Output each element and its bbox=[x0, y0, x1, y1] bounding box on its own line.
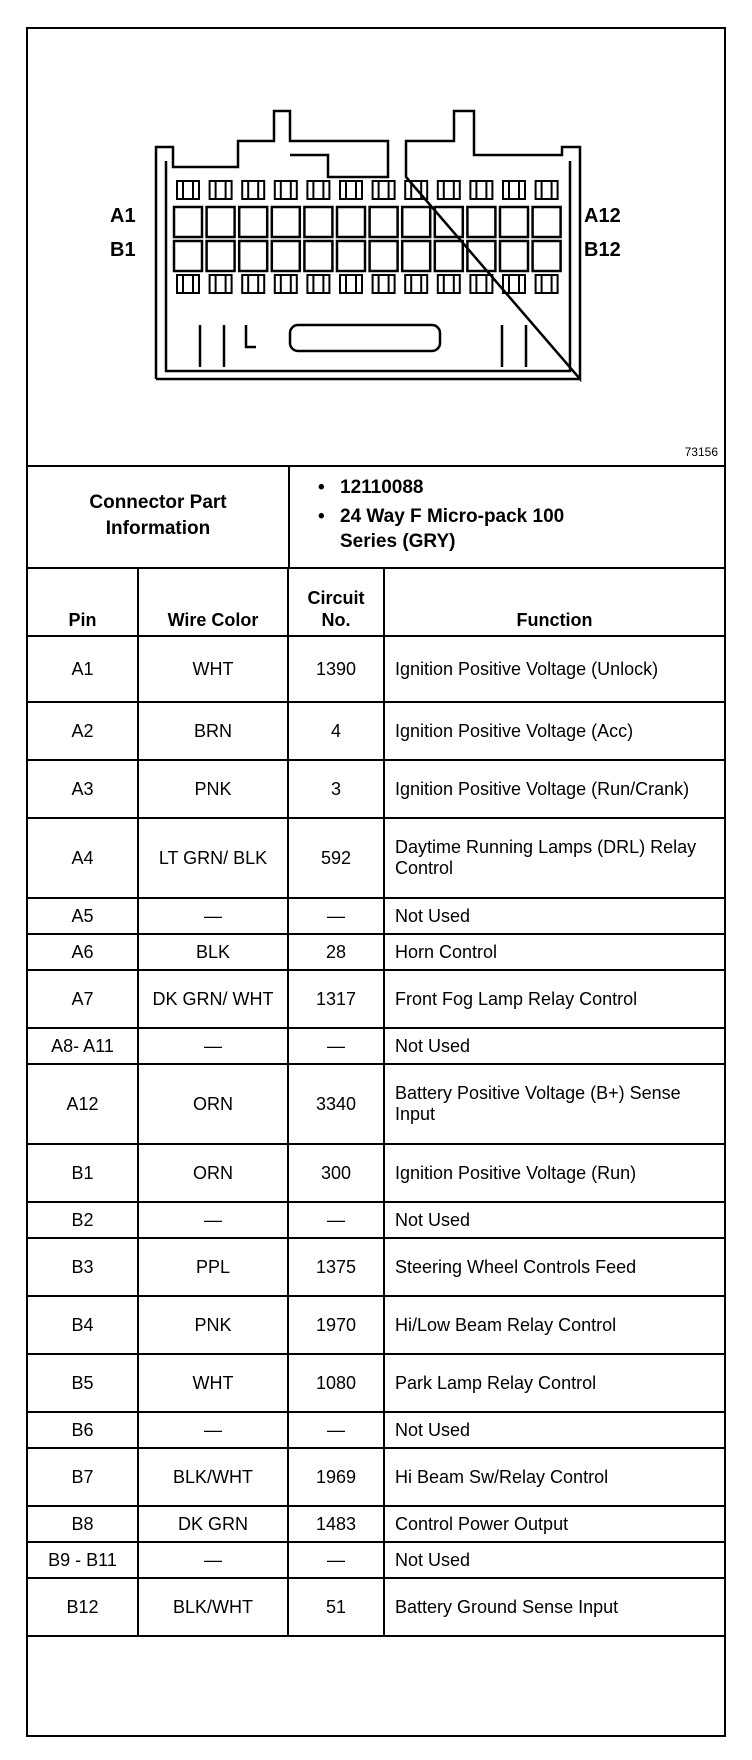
cavity-b bbox=[174, 241, 202, 271]
cell-function: Control Power Output bbox=[384, 1506, 724, 1542]
header-wire-color: Wire Color bbox=[138, 569, 288, 636]
latch-tab-top-slot bbox=[444, 181, 454, 199]
info-details bbox=[318, 475, 600, 558]
cell-pin: B3 bbox=[28, 1238, 138, 1296]
cell-function: Daytime Running Lamps (DRL) Relay Control bbox=[384, 818, 724, 898]
cell-pin: B4 bbox=[28, 1296, 138, 1354]
latch-tab-top-slot bbox=[281, 181, 291, 199]
latch-tab-top bbox=[438, 181, 460, 199]
latch-tab-bottom bbox=[242, 275, 264, 293]
latch-tab-bottom bbox=[373, 275, 395, 293]
table-row bbox=[28, 1412, 724, 1448]
cavity-b bbox=[207, 241, 235, 271]
cavity-a bbox=[337, 207, 365, 237]
latch-tab-top bbox=[242, 181, 264, 199]
cell-function: Hi Beam Sw/Relay Control bbox=[384, 1448, 724, 1506]
latch-tab-bottom bbox=[438, 275, 460, 293]
cavity-a bbox=[402, 207, 430, 237]
cavity-a bbox=[207, 207, 235, 237]
cell-pin: A12 bbox=[28, 1064, 138, 1144]
cell-pin: B1 bbox=[28, 1144, 138, 1202]
cell-circuit-no: 3 bbox=[288, 760, 384, 818]
cell-circuit-no: 1969 bbox=[288, 1448, 384, 1506]
cell-wire-color: — bbox=[138, 1202, 288, 1238]
cell-wire-color: BLK/WHT bbox=[138, 1578, 288, 1636]
table-row bbox=[28, 636, 724, 702]
cavity-b bbox=[435, 241, 463, 271]
cell-circuit-no: 28 bbox=[288, 934, 384, 970]
cell-pin: B9 - B11 bbox=[28, 1542, 138, 1578]
cavity-b bbox=[304, 241, 332, 271]
cell-circuit-no: — bbox=[288, 1028, 384, 1064]
latch-tab-bottom-slot bbox=[248, 275, 258, 293]
cell-function: Ignition Positive Voltage (Run) bbox=[384, 1144, 724, 1202]
cavity-a bbox=[500, 207, 528, 237]
table-row bbox=[28, 1028, 724, 1064]
table-row bbox=[28, 818, 724, 898]
table-row bbox=[28, 702, 724, 760]
connector-sheet bbox=[26, 27, 726, 1737]
header-pin: Pin bbox=[28, 569, 138, 636]
cell-circuit-no: 3340 bbox=[288, 1064, 384, 1144]
latch-tab-bottom-slot bbox=[542, 275, 552, 293]
cell-function: Not Used bbox=[384, 898, 724, 934]
latch-tab-bottom bbox=[307, 275, 329, 293]
latch-tab-top-slot bbox=[216, 181, 226, 199]
cell-pin: B8 bbox=[28, 1506, 138, 1542]
cell-pin: B12 bbox=[28, 1578, 138, 1636]
cavity-b bbox=[239, 241, 267, 271]
cell-pin: A8- A11 bbox=[28, 1028, 138, 1064]
latch-tab-bottom-slot bbox=[216, 275, 226, 293]
table-row bbox=[28, 970, 724, 1028]
cavity-a bbox=[174, 207, 202, 237]
cell-pin: A1 bbox=[28, 636, 138, 702]
connector-description: • 24 Way F Micro-pack 100 Series (GRY) bbox=[318, 504, 600, 554]
cavity-a bbox=[370, 207, 398, 237]
cell-pin: A7 bbox=[28, 970, 138, 1028]
latch-tab-bottom bbox=[177, 275, 199, 293]
cell-wire-color: — bbox=[138, 1542, 288, 1578]
cell-circuit-no: 1375 bbox=[288, 1238, 384, 1296]
header-circuit-no: Circuit No. bbox=[288, 569, 384, 636]
latch-tab-top bbox=[340, 181, 362, 199]
cavity-b bbox=[337, 241, 365, 271]
header-function: Function bbox=[384, 569, 724, 636]
cell-circuit-no: — bbox=[288, 1412, 384, 1448]
table-row bbox=[28, 1448, 724, 1506]
latch-tab-bottom bbox=[405, 275, 427, 293]
table-row bbox=[28, 898, 724, 934]
cavity-b bbox=[467, 241, 495, 271]
cell-function: Not Used bbox=[384, 1412, 724, 1448]
latch-tab-bottom bbox=[536, 275, 558, 293]
cavity-a bbox=[304, 207, 332, 237]
cell-wire-color: DK GRN bbox=[138, 1506, 288, 1542]
latch-tab-bottom-slot bbox=[509, 275, 519, 293]
latch-tab-bottom bbox=[210, 275, 232, 293]
cell-circuit-no: 1390 bbox=[288, 636, 384, 702]
cell-wire-color: PNK bbox=[138, 760, 288, 818]
cell-wire-color: PPL bbox=[138, 1238, 288, 1296]
latch-tab-bottom-slot bbox=[313, 275, 323, 293]
latch-tab-top-slot bbox=[248, 181, 258, 199]
cavity-b bbox=[370, 241, 398, 271]
latch-tab-top-slot bbox=[379, 181, 389, 199]
cell-pin: B5 bbox=[28, 1354, 138, 1412]
table-row bbox=[28, 1542, 724, 1578]
table-row bbox=[28, 1578, 724, 1636]
pin-label-b1: B1 bbox=[110, 239, 136, 261]
latch-tab-bottom-slot bbox=[281, 275, 291, 293]
cell-circuit-no: 51 bbox=[288, 1578, 384, 1636]
cell-circuit-no: 300 bbox=[288, 1144, 384, 1202]
latch-tab-top-slot bbox=[476, 181, 486, 199]
latch-tab-top-slot bbox=[542, 181, 552, 199]
latch-tab-top-slot bbox=[509, 181, 519, 199]
table-row bbox=[28, 934, 724, 970]
latch-tab-top bbox=[275, 181, 297, 199]
latch-tab-top bbox=[470, 181, 492, 199]
latch-tab-bottom-slot bbox=[444, 275, 454, 293]
cell-circuit-no: — bbox=[288, 898, 384, 934]
latch-tab-top bbox=[210, 181, 232, 199]
cell-circuit-no: 4 bbox=[288, 702, 384, 760]
table-header-row bbox=[28, 569, 724, 636]
latch-tab-top bbox=[536, 181, 558, 199]
cell-function: Not Used bbox=[384, 1202, 724, 1238]
cell-function: Battery Positive Voltage (B+) Sense Input bbox=[384, 1064, 724, 1144]
cell-pin: A4 bbox=[28, 818, 138, 898]
cell-function: Battery Ground Sense Input bbox=[384, 1578, 724, 1636]
cell-pin: B2 bbox=[28, 1202, 138, 1238]
latch-tab-bottom bbox=[470, 275, 492, 293]
table-row bbox=[28, 760, 724, 818]
cell-circuit-no: 592 bbox=[288, 818, 384, 898]
table-row bbox=[28, 1354, 724, 1412]
pin-label-a1: A1 bbox=[110, 205, 136, 227]
latch-tab-bottom bbox=[275, 275, 297, 293]
cavity-b bbox=[272, 241, 300, 271]
table-row bbox=[28, 1506, 724, 1542]
part-number: • 12110088 bbox=[318, 475, 600, 500]
latch-tab-top bbox=[177, 181, 199, 199]
cell-wire-color: ORN bbox=[138, 1064, 288, 1144]
cell-wire-color: WHT bbox=[138, 636, 288, 702]
cell-wire-color: BRN bbox=[138, 702, 288, 760]
cell-function: Not Used bbox=[384, 1028, 724, 1064]
figure-number: 73156 bbox=[684, 445, 718, 459]
latch-tab-bottom-slot bbox=[411, 275, 421, 293]
latch-tab-top-slot bbox=[313, 181, 323, 199]
connector-diagram bbox=[28, 29, 724, 467]
latch-tab-top bbox=[373, 181, 395, 199]
cavity-a bbox=[239, 207, 267, 237]
cell-function: Not Used bbox=[384, 1542, 724, 1578]
cell-pin: A5 bbox=[28, 898, 138, 934]
pinout-table bbox=[28, 569, 724, 1637]
info-heading: Connector Part Information bbox=[89, 492, 227, 539]
cell-function: Ignition Positive Voltage (Acc) bbox=[384, 702, 724, 760]
latch-tab-bottom-slot bbox=[379, 275, 389, 293]
latch-tab-bottom-slot bbox=[476, 275, 486, 293]
pin-label-b12: B12 bbox=[584, 239, 621, 261]
table-row bbox=[28, 1064, 724, 1144]
info-heading-cell bbox=[28, 465, 290, 567]
cell-function: Hi/Low Beam Relay Control bbox=[384, 1296, 724, 1354]
cavity-a bbox=[533, 207, 561, 237]
latch-tab-top-slot bbox=[183, 181, 193, 199]
latch-tab-bottom-slot bbox=[346, 275, 356, 293]
cavity-b bbox=[402, 241, 430, 271]
cell-wire-color: BLK bbox=[138, 934, 288, 970]
cell-pin: A2 bbox=[28, 702, 138, 760]
latch-tab-bottom bbox=[340, 275, 362, 293]
latch-tab-top bbox=[307, 181, 329, 199]
cavity-b bbox=[500, 241, 528, 271]
pin-label-a12: A12 bbox=[584, 205, 621, 227]
latch-tab-top-slot bbox=[346, 181, 356, 199]
cavity-a bbox=[467, 207, 495, 237]
cell-pin: A6 bbox=[28, 934, 138, 970]
cell-function: Front Fog Lamp Relay Control bbox=[384, 970, 724, 1028]
table-row bbox=[28, 1202, 724, 1238]
cell-circuit-no: 1970 bbox=[288, 1296, 384, 1354]
latch-tab-bottom bbox=[503, 275, 525, 293]
cell-wire-color: WHT bbox=[138, 1354, 288, 1412]
cell-function: Steering Wheel Controls Feed bbox=[384, 1238, 724, 1296]
latch-tab-top bbox=[503, 181, 525, 199]
cell-pin: B7 bbox=[28, 1448, 138, 1506]
cell-function: Ignition Positive Voltage (Unlock) bbox=[384, 636, 724, 702]
connector-part-info bbox=[28, 465, 724, 569]
cell-wire-color: LT GRN/ BLK bbox=[138, 818, 288, 898]
cell-pin: B6 bbox=[28, 1412, 138, 1448]
cell-wire-color: PNK bbox=[138, 1296, 288, 1354]
cell-function: Park Lamp Relay Control bbox=[384, 1354, 724, 1412]
cavity-a bbox=[272, 207, 300, 237]
cavity-a bbox=[435, 207, 463, 237]
cell-circuit-no: — bbox=[288, 1202, 384, 1238]
cell-function: Ignition Positive Voltage (Run/Crank) bbox=[384, 760, 724, 818]
cell-function: Horn Control bbox=[384, 934, 724, 970]
table-row bbox=[28, 1296, 724, 1354]
table-row bbox=[28, 1144, 724, 1202]
cell-wire-color: — bbox=[138, 1412, 288, 1448]
latch-tab-bottom-slot bbox=[183, 275, 193, 293]
cell-pin: A3 bbox=[28, 760, 138, 818]
cell-wire-color: ORN bbox=[138, 1144, 288, 1202]
cell-wire-color: — bbox=[138, 898, 288, 934]
cell-circuit-no: 1080 bbox=[288, 1354, 384, 1412]
cell-wire-color: — bbox=[138, 1028, 288, 1064]
cell-wire-color: DK GRN/ WHT bbox=[138, 970, 288, 1028]
cell-circuit-no: 1483 bbox=[288, 1506, 384, 1542]
cell-circuit-no: 1317 bbox=[288, 970, 384, 1028]
table-row bbox=[28, 1238, 724, 1296]
cell-circuit-no: — bbox=[288, 1542, 384, 1578]
cell-wire-color: BLK/WHT bbox=[138, 1448, 288, 1506]
cavity-b bbox=[533, 241, 561, 271]
